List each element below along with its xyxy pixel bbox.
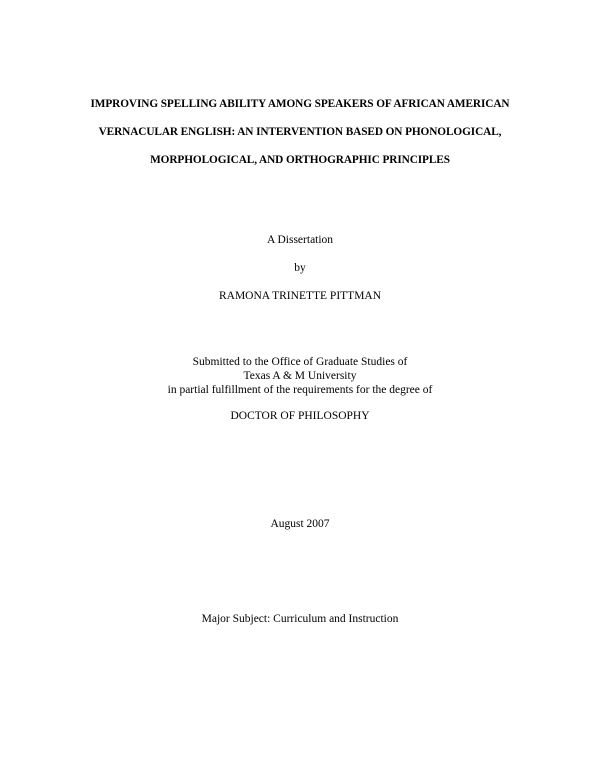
by-label: by — [294, 262, 306, 274]
author-name: RAMONA TRINETTE PITTMAN — [218, 290, 382, 302]
submission-line-3: in partial fulfillment of the requirements for the degree of — [167, 384, 433, 396]
degree-name: DOCTOR OF PHILOSOPHY — [230, 410, 370, 422]
major-subject: Major Subject: Curriculum and Instruction — [201, 613, 399, 625]
submission-line-2: Texas A & M University — [243, 370, 357, 382]
title-line-1: IMPROVING SPELLING ABILITY AMONG SPEAKERS OF AFRICAN AMERICAN — [90, 98, 510, 110]
document-type: A Dissertation — [266, 234, 334, 246]
title-line-2: VERNACULAR ENGLISH: AN INTERVENTION BASED ON PHONOLOGICAL, — [98, 126, 502, 138]
date: August 2007 — [270, 518, 330, 530]
title-line-3: MORPHOLOGICAL, AND ORTHOGRAPHIC PRINCIPLES — [150, 154, 450, 166]
submission-line-1: Submitted to the Office of Graduate Studies of — [192, 356, 408, 368]
